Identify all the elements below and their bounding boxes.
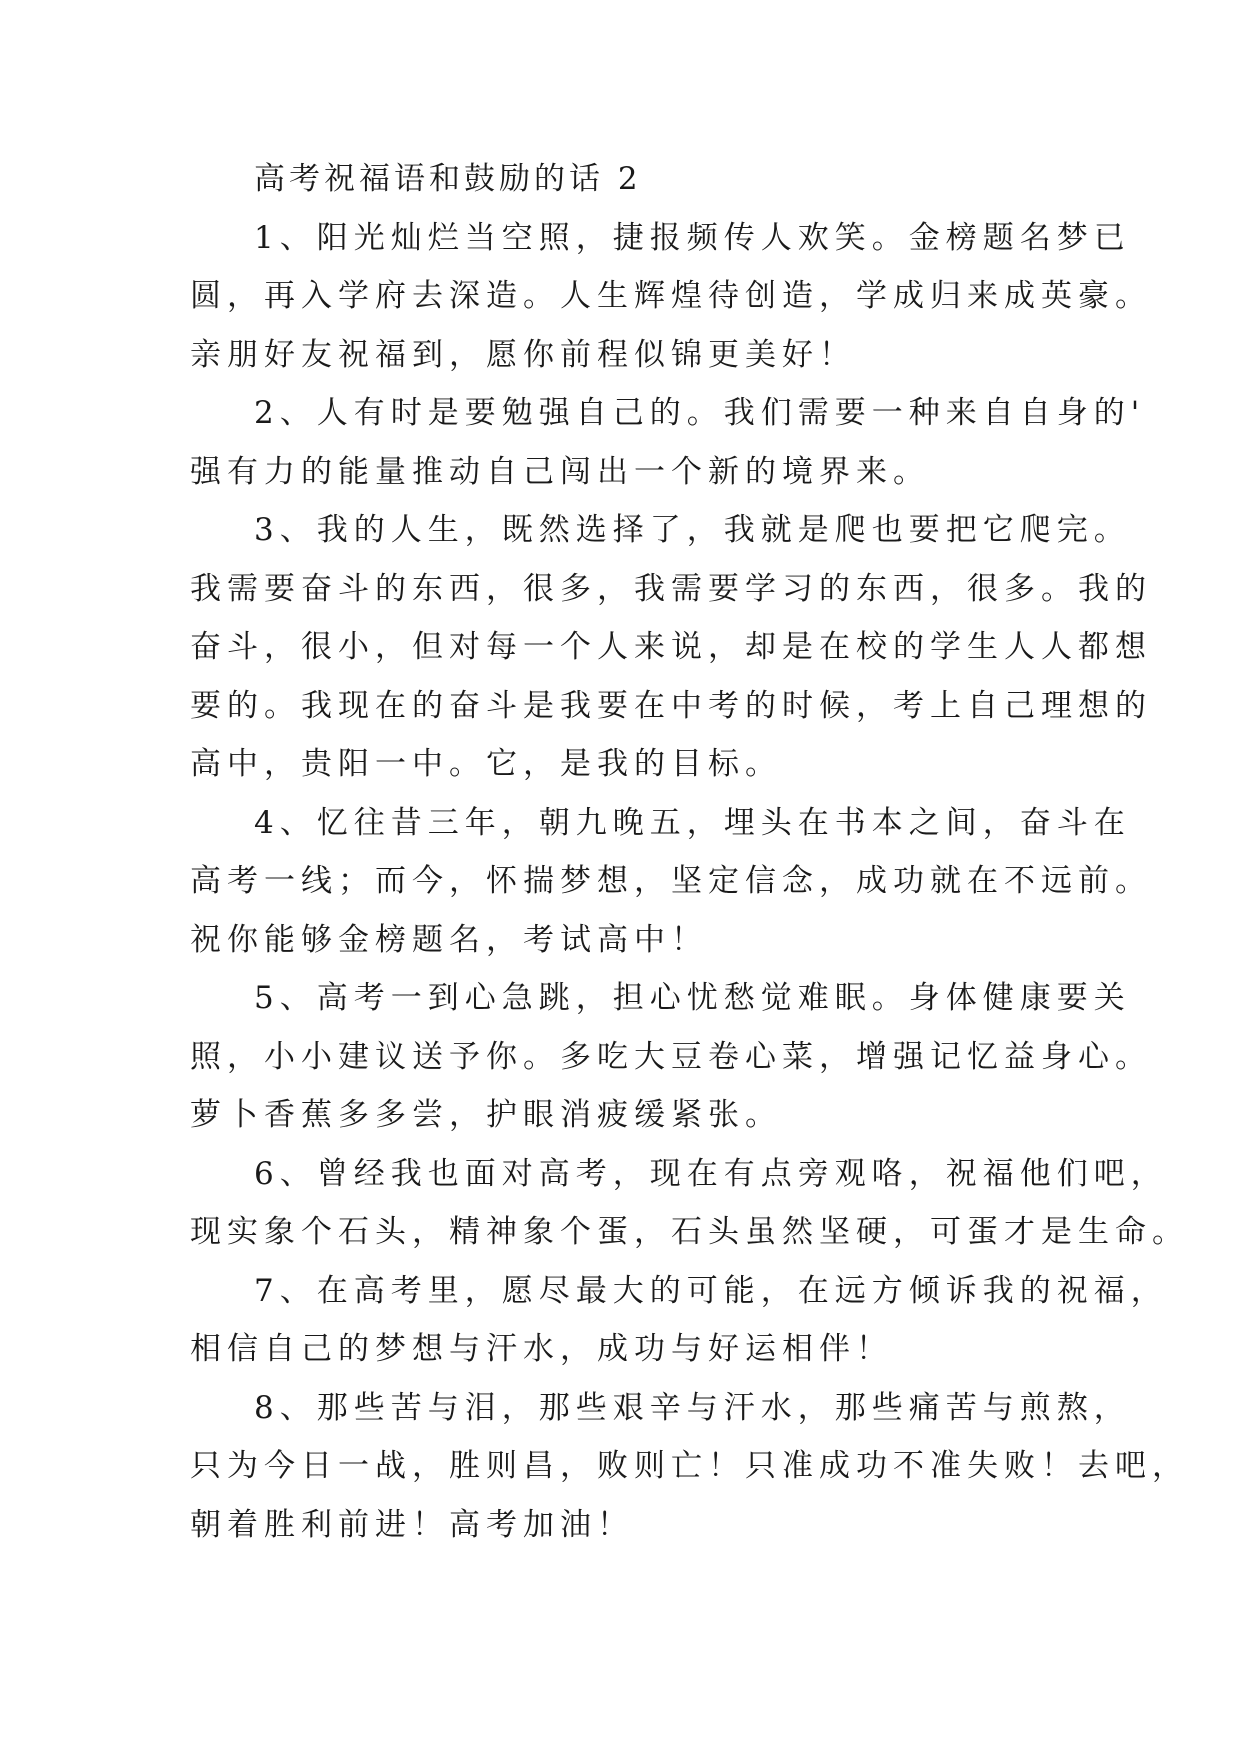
paragraph-line: 要的。我现在的奋斗是我要在中考的时候，考上自己理想的 (190, 687, 1152, 724)
paragraph-line: 4、忆往昔三年，朝九晚五，埋头在书本之间，奋斗在 (254, 804, 1131, 841)
paragraph-line: 亲朋好友祝福到，愿你前程似锦更美好！ (190, 336, 856, 373)
paragraph-line: 强有力的能量推动自己闯出一个新的境界来。 (190, 453, 930, 490)
paragraph-line: 5、高考一到心急跳，担心忧愁觉难眠。身体健康要关 (254, 980, 1131, 1016)
paragraph-line: 我需要奋斗的东西，很多，我需要学习的东西，很多。我的 (190, 570, 1152, 607)
paragraph-3 (190, 501, 1152, 794)
paragraph-line: 照，小小建议送予你。多吃大豆卷心菜，增强记忆益身心。 (190, 1038, 1152, 1075)
paragraph-line: 1、阳光灿烂当空照，捷报频传人欢笑。金榜题名梦已 (254, 219, 1131, 256)
paragraph-line: 朝着胜利前进！高考加油！ (190, 1506, 634, 1543)
paragraph-line: 2、人有时是要勉强自己的。我们需要一种来自自身的' (254, 395, 1146, 431)
document-page (190, 150, 1189, 1554)
paragraph-line: 相信自己的梦想与汗水，成功与好运相伴！ (190, 1331, 893, 1367)
paragraph-line: 萝卜香蕉多多尝，护眼消疲缓紧张。 (190, 1097, 782, 1133)
paragraph-line: 祝你能够金榜题名，考试高中！ (190, 921, 708, 958)
paragraph-1 (190, 209, 1152, 385)
paragraph-line: 8、那些苦与泪，那些艰辛与汗水，那些痛苦与煎熬， (254, 1389, 1131, 1426)
paragraph-line: 高中，贵阳一中。它，是我的目标。 (190, 746, 782, 782)
paragraph-6 (190, 1145, 1189, 1262)
paragraph-7 (190, 1262, 1168, 1379)
paragraph-line: 只为今日一战，胜则昌，败则亡！只准成功不准失败！去吧， (190, 1448, 1189, 1484)
paragraph-line: 圆，再入学府去深造。人生辉煌待创造，学成归来成英豪。 (190, 278, 1152, 314)
paragraph-4 (190, 794, 1152, 970)
document-title: 高考祝福语和鼓励的话 2 (254, 161, 642, 197)
paragraph-8 (190, 1379, 1189, 1555)
paragraph-line: 6、曾经我也面对高考，现在有点旁观咯，祝福他们吧， (254, 1155, 1168, 1192)
paragraph-line: 奋斗，很小，但对每一个人来说，却是在校的学生人人都想 (190, 629, 1152, 665)
paragraph-2 (190, 384, 1146, 501)
paragraph-line: 7、在高考里，愿尽最大的可能，在远方倾诉我的祝福， (254, 1272, 1168, 1309)
paragraph-5 (190, 969, 1152, 1145)
paragraph-line: 3、我的人生，既然选择了，我就是爬也要把它爬完。 (254, 512, 1131, 548)
paragraph-line: 高考一线；而今，怀揣梦想，坚定信念，成功就在不远前。 (190, 863, 1152, 899)
paragraph-line: 现实象个石头，精神象个蛋，石头虽然坚硬，可蛋才是生命。 (190, 1214, 1189, 1250)
